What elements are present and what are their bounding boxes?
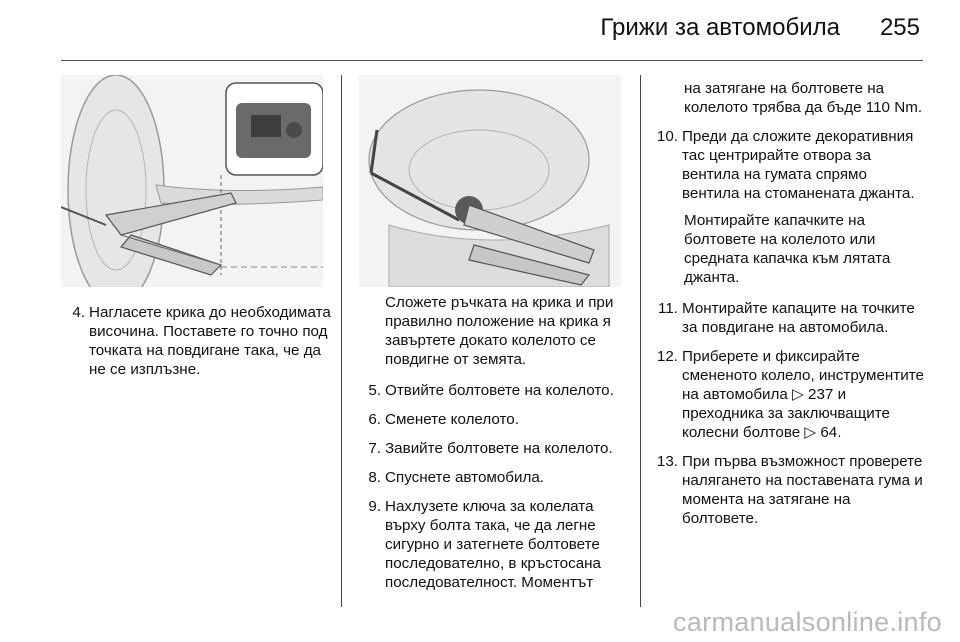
page-reference-link[interactable]: 237: [808, 386, 834, 403]
step-11: 11. Монтирайте капаците на точките за повдигане на автомобила.: [658, 300, 915, 336]
left-column: [63, 303, 331, 389]
step-text: Нагласете крика до необходимата височина. Поставете го точно под точката на повдигане така, че да не се изплъзне.: [89, 304, 331, 378]
step-4-continuation: Сложете ръчката на крика и при правилно положение на крика я завъртете докато колелото се повдигне от земята.: [385, 294, 614, 368]
watermark: carmanualsonline.info: [673, 607, 942, 637]
step-10: 10. Преди да сложите декоративния тас центрирайте отвора за вентила на гумата спрямо вентила на стоманената джанта.: [656, 128, 915, 202]
step-10-note: Монтирайте капачките на болтовете на колелото или средната капачка към лятата джанта.: [684, 212, 891, 286]
step-8: 8. Спуснете автомобила.: [368, 469, 545, 486]
step-9-continuation: на затягане на болтовете на колелото трябва да бъде 110 Nm.: [684, 80, 923, 116]
page-header: [600, 14, 920, 42]
step-4: [63, 303, 331, 379]
step-9: 9. Нахлузете ключа за колелата върху болта така, че да легне сигурно и затегнете болтовете последователно, в кръстосана последователност. Моментът: [368, 498, 601, 591]
middle-column: [359, 293, 625, 602]
jack-placement-illustration: [61, 75, 323, 287]
column-divider-left: [341, 75, 342, 607]
right-column: [656, 79, 924, 538]
page-reference-icon: ▷: [804, 424, 817, 441]
step-12: 12. Приберете и фиксирайте смененото колело, инструментите на автомобила ▷ 237 и преходника за заключващите колесни болтове ▷ 64.: [656, 348, 924, 441]
step-6: 6. Сменете колелото.: [368, 411, 519, 428]
step-number: 4.: [72, 304, 85, 321]
page-reference-link[interactable]: 64.: [820, 424, 842, 441]
step-5: 5. Отвийте болтовете на колелото.: [368, 382, 614, 399]
jack-handle-illustration: [359, 75, 621, 287]
header-rule: [61, 60, 923, 61]
page-reference-icon: ▷: [792, 386, 804, 403]
column-divider-right: [640, 75, 641, 607]
step-7: 7. Завийте болтовете на колелото.: [368, 440, 613, 457]
step-13: 13. При първа възможност проверете налягането на поставената гума и момента на затягане на болтовете.: [656, 453, 923, 527]
chapter-title: Грижи за автомобила: [600, 14, 840, 41]
page-number: 255: [879, 14, 920, 41]
